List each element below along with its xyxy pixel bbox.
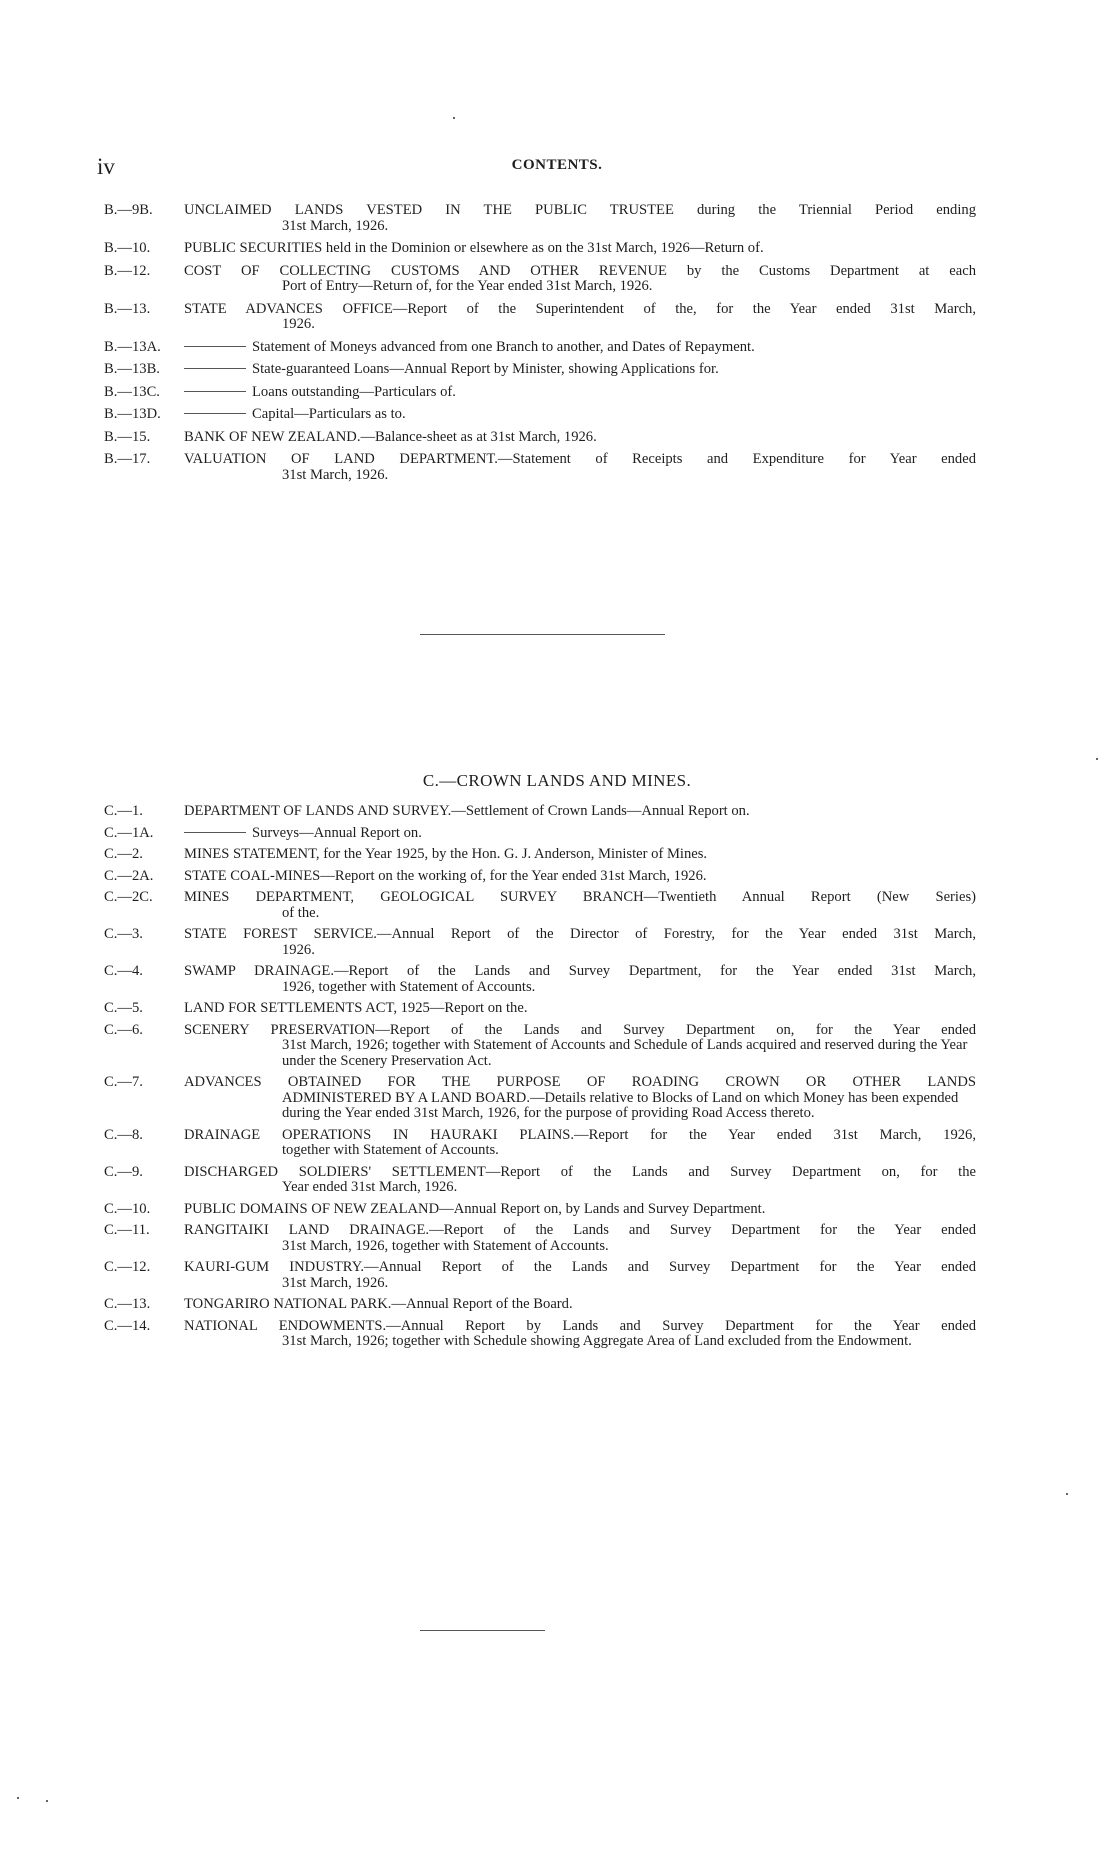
entry-first-line: UNCLAIMED LANDS VESTED IN THE PUBLIC TRUSTEE during the Triennial Period ending — [184, 202, 976, 218]
section-c-title: C.—CROWN LANDS AND MINES. — [422, 771, 692, 790]
contents-entry — [0, 203, 1114, 234]
entry-code: C.—9. — [104, 1163, 143, 1180]
entry-first-line: STATE COAL-MINES—Report on the working of, for the Year ended 31st March, 1926. — [184, 867, 707, 884]
entry-first-line: State-guaranteed Loans—Annual Report by Minister, showing Applications for. — [184, 362, 976, 378]
entry-text — [184, 1165, 976, 1196]
entry-continuation: Port of Entry—Return of, for the Year ended 31st March, 1926. — [282, 278, 653, 294]
contents-entry — [0, 385, 1114, 401]
entry-first-line: PUBLIC SECURITIES held in the Dominion or elsewhere as on the 31st March, 1926—Return of. — [184, 240, 764, 256]
contents-entry — [0, 302, 1114, 333]
entry-code: C.—3. — [104, 926, 143, 942]
entry-first-line: Loans outstanding—Particulars of. — [184, 385, 976, 401]
entry-code: C.—10. — [104, 1200, 151, 1217]
entry-continuation: Year ended 31st March, 1926. — [282, 1179, 458, 1195]
section-b-list — [0, 203, 1114, 490]
entry-first-line: TONGARIRO NATIONAL PARK.—Annual Report of the Board. — [184, 1296, 573, 1312]
entry-code: C.—14. — [104, 1317, 151, 1334]
entry-continuation: 31st March, 1926; together with Schedule showing Aggregate Area of Land excluded from the Endowment. — [282, 1333, 912, 1349]
entry-first-line: MINES DEPARTMENT, GEOLOGICAL SURVEY BRANCH—Twentieth Annual Report (New Series) — [184, 889, 976, 905]
entry-continuation: 1926, together with Statement of Accounts. — [282, 978, 536, 995]
entry-code: C.—4. — [104, 963, 143, 979]
entry-code: B.—15. — [104, 428, 151, 445]
entry-code: C.—12. — [104, 1259, 151, 1275]
entry-first-line: ADVANCES OBTAINED FOR THE PURPOSE OF ROADING CROWN OR OTHER LANDS — [184, 1074, 976, 1090]
contents-entry — [0, 1075, 1114, 1122]
entry-code: C.—8. — [104, 1126, 143, 1143]
entry-text — [184, 964, 976, 995]
entry-first-line: NATIONAL ENDOWMENTS.—Annual Report by Lands and Survey Department for the Year ended — [184, 1317, 976, 1334]
entry-text — [184, 1128, 976, 1159]
entry-text — [184, 1001, 976, 1017]
entry-text — [184, 1023, 976, 1070]
ditto-dash — [184, 413, 246, 414]
entry-first-line: STATE ADVANCES OFFICE—Report of the Superintendent of the, for the Year ended 31st March, — [184, 300, 976, 317]
contents-entry — [0, 1165, 1114, 1196]
entry-code: B.—13A. — [104, 338, 161, 355]
entry-code: C.—2. — [104, 846, 143, 862]
entry-first-line: MINES STATEMENT, for the Year 1925, by the Hon. G. J. Anderson, Minister of Mines. — [184, 846, 708, 862]
contents-entry — [0, 1001, 1114, 1017]
entry-first-line: SCENERY PRESERVATION—Report of the Lands and Survey Department on, for the Year ended — [184, 1021, 976, 1038]
entry-code: B.—9B. — [104, 202, 153, 218]
contents-entry — [0, 1223, 1114, 1254]
entry-text — [184, 1223, 976, 1254]
entry-code: C.—5. — [104, 1000, 143, 1016]
entry-text — [184, 1075, 976, 1122]
contents-entry — [0, 241, 1114, 257]
contents-entry — [0, 890, 1114, 921]
contents-entry — [0, 264, 1114, 295]
entry-text — [184, 804, 976, 820]
page-number: iv — [97, 154, 115, 179]
entry-text — [184, 302, 976, 333]
entry-code: B.—10. — [104, 240, 151, 256]
divider-rule — [420, 1630, 545, 1631]
contents-entry — [0, 430, 1114, 446]
contents-entry — [0, 804, 1114, 820]
entry-continuation: 31st March, 1926, together with Statement of Accounts. — [282, 1237, 609, 1254]
entry-text — [184, 890, 976, 921]
entry-first-line: COST OF COLLECTING CUSTOMS AND OTHER REVENUE by the Customs Department at each — [184, 262, 976, 279]
entry-code: B.—13D. — [104, 406, 161, 422]
entry-code: B.—13. — [104, 300, 151, 317]
entry-first-line: SWAMP DRAINAGE.—Report of the Lands and Survey Department, for the Year ended 31st March, — [184, 963, 976, 979]
entry-continuation: of the. — [282, 904, 320, 921]
entry-code: B.—17. — [104, 451, 151, 467]
contents-entry — [0, 340, 1114, 356]
contents-entry — [0, 1202, 1114, 1218]
entry-first-line: DRAINAGE OPERATIONS IN HAURAKI PLAINS.—Report for the Year ended 31st March, 1926, — [184, 1126, 976, 1143]
entry-code: C.—6. — [104, 1021, 143, 1038]
entry-code: B.—13C. — [104, 383, 160, 400]
divider-rule — [420, 634, 665, 635]
entry-text — [184, 1319, 976, 1350]
entry-text — [184, 385, 976, 401]
entry-continuation: 31st March, 1926; together with Statement of Accounts and Schedule of Lands acquired and reserved during the Year under the Scenery Preservation Act. — [282, 1037, 968, 1069]
entry-text — [184, 264, 976, 295]
ditto-dash — [184, 391, 246, 392]
contents-entry — [0, 362, 1114, 378]
entry-text — [184, 203, 976, 234]
contents-entry — [0, 452, 1114, 483]
entry-text — [184, 241, 976, 257]
entry-first-line: STATE FOREST SERVICE.—Annual Report of the Director of Forestry, for the Year ended 31st March, — [184, 926, 976, 942]
entry-text — [184, 847, 976, 863]
ditto-dash — [184, 832, 246, 833]
entry-continuation: together with Statement of Accounts. — [282, 1142, 499, 1158]
entry-code: C.—1A. — [104, 824, 154, 841]
entry-code: B.—13B. — [104, 361, 160, 377]
entry-first-line: VALUATION OF LAND DEPARTMENT.—Statement of Receipts and Expenditure for Year ended — [184, 451, 976, 467]
contents-entry — [0, 1260, 1114, 1291]
scan-speck — [17, 1797, 19, 1799]
entry-code: C.—2C. — [104, 889, 153, 905]
entry-first-line: Surveys—Annual Report on. — [184, 826, 976, 842]
scan-speck — [453, 117, 455, 119]
page-heading: CONTENTS. — [511, 157, 603, 173]
entry-first-line: PUBLIC DOMAINS OF NEW ZEALAND—Annual Report on, by Lands and Survey Department. — [184, 1200, 766, 1217]
entry-text — [184, 430, 976, 446]
contents-entry — [0, 1319, 1114, 1350]
entry-text — [184, 826, 976, 842]
entry-code: C.—2A. — [104, 867, 154, 884]
entry-text — [184, 452, 976, 483]
entry-text — [184, 407, 976, 423]
entry-first-line: DEPARTMENT OF LANDS AND SURVEY.—Settlement of Crown Lands—Annual Report on. — [184, 803, 750, 819]
contents-entry — [0, 1023, 1114, 1070]
entry-continuation: 31st March, 1926. — [282, 217, 389, 234]
entry-code: C.—13. — [104, 1296, 151, 1312]
contents-entry — [0, 826, 1114, 842]
contents-entry — [0, 964, 1114, 995]
ditto-dash — [184, 368, 246, 369]
scan-speck — [1066, 1493, 1068, 1495]
entry-continuation: 1926. — [282, 941, 315, 958]
scan-speck — [1096, 758, 1098, 760]
entry-first-line: KAURI-GUM INDUSTRY.—Annual Report of the Lands and Survey Department for the Year ended — [184, 1259, 976, 1275]
entry-text — [184, 1202, 976, 1218]
entry-text — [184, 1297, 976, 1313]
entry-first-line: Statement of Moneys advanced from one Branch to another, and Dates of Repayment. — [184, 340, 976, 356]
entry-code: C.—1. — [104, 803, 143, 819]
entry-text — [184, 927, 976, 958]
contents-entry — [0, 847, 1114, 863]
entry-continuation: ADMINISTERED BY A LAND BOARD.—Details relative to Blocks of Land on which Money has been expended during the Year ended 31st March, 1926, for the purpose of providing Road Access thereto. — [282, 1089, 959, 1121]
contents-entry — [0, 407, 1114, 423]
entry-continuation: 31st March, 1926. — [282, 1274, 389, 1291]
entry-first-line: DISCHARGED SOLDIERS' SETTLEMENT—Report of the Lands and Survey Department on, for the — [184, 1163, 976, 1180]
scan-speck — [46, 1800, 48, 1802]
entry-continuation: 31st March, 1926. — [282, 466, 389, 483]
ditto-dash — [184, 346, 246, 347]
entry-first-line: Capital—Particulars as to. — [184, 407, 976, 423]
entry-text — [184, 869, 976, 885]
contents-entry — [0, 1297, 1114, 1313]
entry-continuation: 1926. — [282, 316, 315, 332]
entry-first-line: LAND FOR SETTLEMENTS ACT, 1925—Report on the. — [184, 1000, 528, 1016]
entry-text — [184, 362, 976, 378]
section-c-list — [0, 804, 1114, 1356]
entry-first-line: BANK OF NEW ZEALAND.—Balance-sheet as at 31st March, 1926. — [184, 428, 597, 445]
contents-entry — [0, 869, 1114, 885]
entry-code: B.—12. — [104, 262, 151, 279]
contents-entry — [0, 1128, 1114, 1159]
entry-first-line: RANGITAIKI LAND DRAINAGE.—Report of the Lands and Survey Department for the Year ended — [184, 1222, 976, 1238]
entry-text — [184, 1260, 976, 1291]
entry-code: C.—11. — [104, 1222, 150, 1238]
entry-text — [184, 340, 976, 356]
contents-entry — [0, 927, 1114, 958]
entry-code: C.—7. — [104, 1074, 143, 1090]
